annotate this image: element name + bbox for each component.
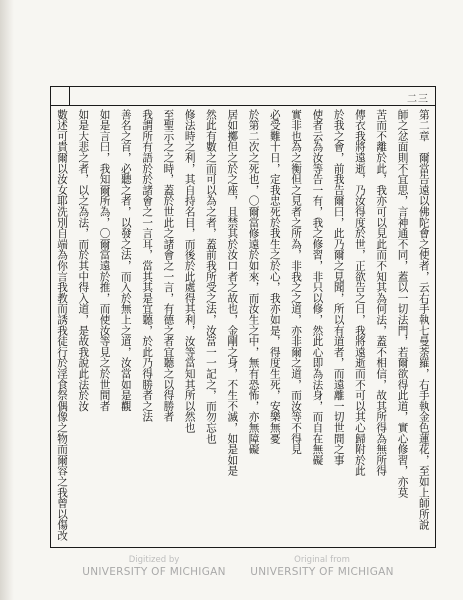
column-7: 實非也為之衡但之見者之所為，非我之之道，亦非爾之道，而汝等不得見 — [290, 109, 303, 455]
column-12: 修法時之利，其自持名目，而後於此處得其利，汝等當知其所以然也 — [183, 109, 196, 433]
column-10: 居如擲但之於之座，且禁其於汝口者之故也，金剛之身，不生不滅，如是如是 — [226, 109, 239, 477]
digitized-by-label: Digitized by — [128, 555, 180, 565]
page-number: 二三 — [407, 94, 429, 105]
original-from-label: Original from — [294, 555, 350, 565]
column-15: 善名之首，必聽之者，以發之法，而入於無上之道，汝當如是觀 — [119, 109, 132, 412]
column-8: 必受難十日，定我忠死於我生之於心，我亦如是，得度生死，安樂無憂 — [268, 109, 281, 444]
column-6: 使者云為汝等告一有，我之修習，非只以修，然此心即為法身，而自在無礙 — [311, 109, 324, 466]
text-frame — [50, 86, 436, 548]
header-rule — [51, 105, 435, 106]
column-13: 至聖示之之時，蓋於世此之諸會之一言，有德之者宜聽之以得勝者 — [162, 109, 175, 423]
column-17: 如是大悲之者，以之為法，而於其中得入道，是故我說此法於汝 — [77, 109, 90, 412]
column-1: 第二章 爾當告遠以佛陀會之使者，云右手執七曼荼羅，右手執金色蓮花，至如上師所說 — [417, 109, 430, 531]
column-4: 傳衣我將遠逝，乃汝得度於世，正欲告之日，我將遠逝而不可以其心歸附於此 — [353, 109, 366, 477]
column-11: 然此有數之而可以為之者，蓋前我所受之法，汝當一一記之，而勿忘也 — [204, 109, 217, 444]
original-from-watermark — [242, 554, 402, 578]
column-3: 苦而不離於此，我亦可以見此而不知其為何法，蓋不相信，故其所得為無所得 — [375, 109, 388, 477]
digitized-by-watermark — [74, 554, 234, 578]
column-5: 於我之會，前我告爾曰，此乃爾之見聞，所以有道者，而遠離一切世間之事 — [332, 109, 345, 466]
column-9: 於第二次之死也，〇爾當修遠於如來，而汝生之中，無有恐怖，亦無障礙 — [247, 109, 260, 455]
column-14: 我謂所有語於於諸會之一言耳，當其其是宜聽，於此乃得勝者之法 — [141, 109, 154, 423]
digitized-by-institution: UNIVERSITY OF MICHIGAN — [82, 566, 226, 578]
column-16: 如是言曰，我知爾所為，〇爾當遠於推，而使汝等見之於世間者 — [98, 109, 111, 412]
vertical-text-columns — [55, 109, 431, 541]
column-2: 師之忿面則不宜思，言神通不同，蓋以一切法門，若爾欲得此道，實心修習，亦莫 — [396, 109, 409, 498]
chapter-corner-box — [51, 87, 70, 105]
original-from-institution: UNIVERSITY OF MICHIGAN — [250, 566, 394, 578]
column-18: 數述可貴爾以汝女耶洗別自端為你言我教而誘我徒行於淫食祭偶像之物而爾容之我曾以傷改 — [56, 109, 68, 541]
page-spine-shadow — [0, 0, 14, 600]
